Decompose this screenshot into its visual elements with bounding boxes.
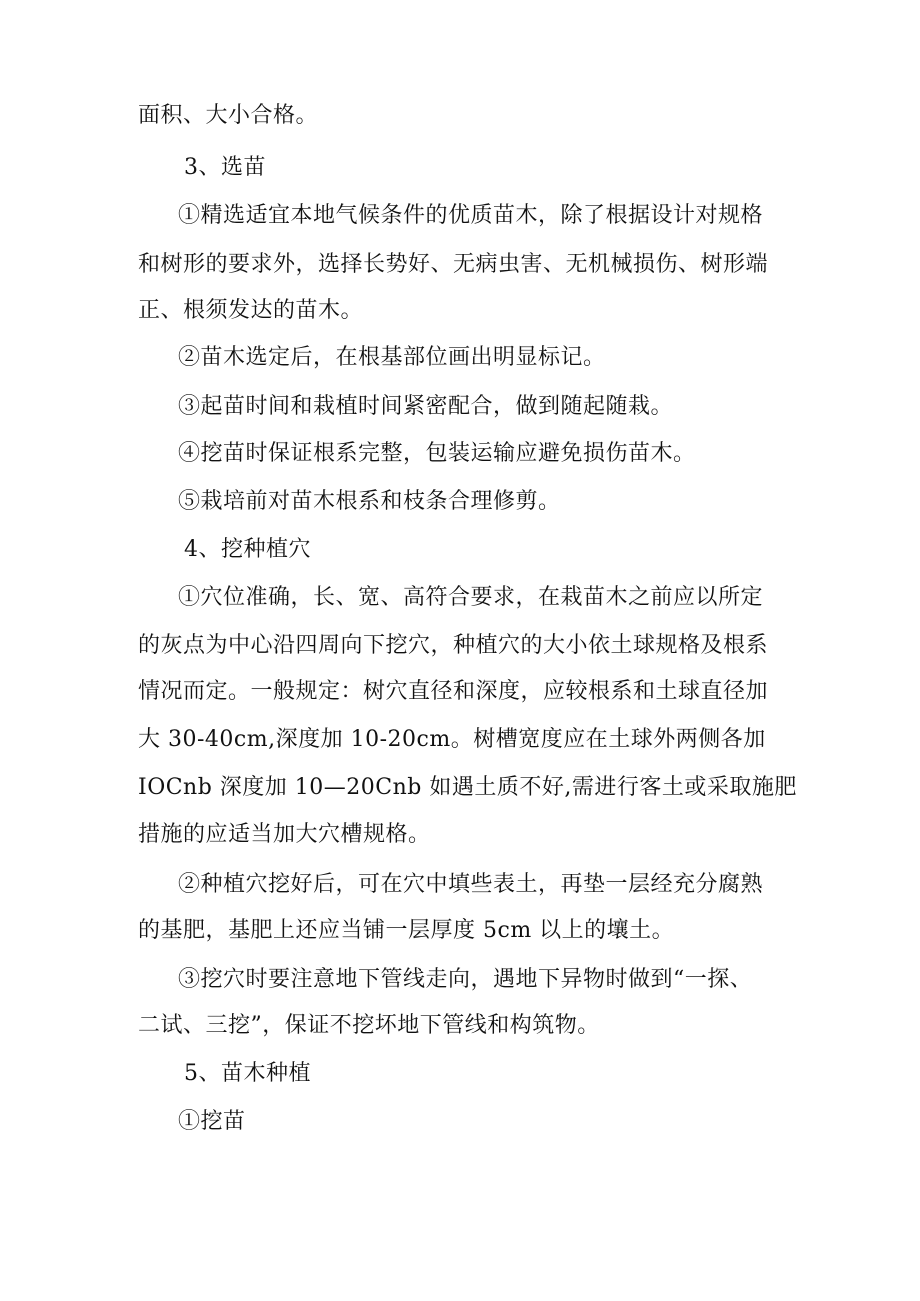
text-line: ③起苗时间和栽植时间紧密配合，做到随起随栽。	[178, 394, 674, 419]
text-line: 面积、大小合格。	[138, 103, 319, 128]
text-line: ①穴位准确，长、宽、高符合要求，在栽苗木之前应以所定	[178, 585, 764, 610]
text-line: ②苗木选定后，在根基部位画出明显标记。	[178, 345, 606, 370]
text-line: 二试、三挖”，保证不挖坏地下管线和构筑物。	[138, 1013, 600, 1038]
section-heading: 4、挖种植穴	[184, 537, 311, 562]
text-line: ②种植穴挖好后，可在穴中填些表土，再垫一层经充分腐熟	[178, 872, 764, 897]
text-line: 的灰点为中心沿四周向下挖穴，种植穴的大小依土球规格及根系	[138, 633, 769, 658]
text-line: ⑤栽培前对苗木根系和枝条合理修剪。	[178, 489, 561, 514]
text-line: ③挖穴时要注意地下管线走向，遇地下异物时做到“一探、	[178, 967, 753, 992]
section-heading: 3、选苗	[184, 155, 266, 180]
text-line: ①挖苗	[178, 1109, 246, 1134]
text-line: 的基肥，基肥上还应当铺一层厚度 5cm 以上的壤土。	[138, 918, 675, 943]
text-line: ④挖苗时保证根系完整，包装运输应避免损伤苗木。	[178, 441, 696, 466]
text-line: 和树形的要求外，选择长势好、无病虫害、无机械损伤、树形端	[138, 252, 769, 277]
text-line: 措施的应适当加大穴槽规格。	[138, 822, 431, 847]
text-line: 情况而定。一般规定：树穴直径和深度，应较根系和土球直径加	[138, 679, 769, 704]
text-line: 大 30-40cm,深度加 10-20cm。树槽宽度应在土球外两侧各加	[138, 727, 766, 752]
text-line: IOCnb 深度加 10—20Cnb 如遇土质不好,需进行客土或采取施肥	[138, 775, 797, 800]
section-heading: 5、苗木种植	[184, 1061, 311, 1086]
text-line: 正、根须发达的苗木。	[138, 298, 364, 323]
text-line: ①精选适宜本地气候条件的优质苗木，除了根据设计对规格	[178, 203, 764, 228]
